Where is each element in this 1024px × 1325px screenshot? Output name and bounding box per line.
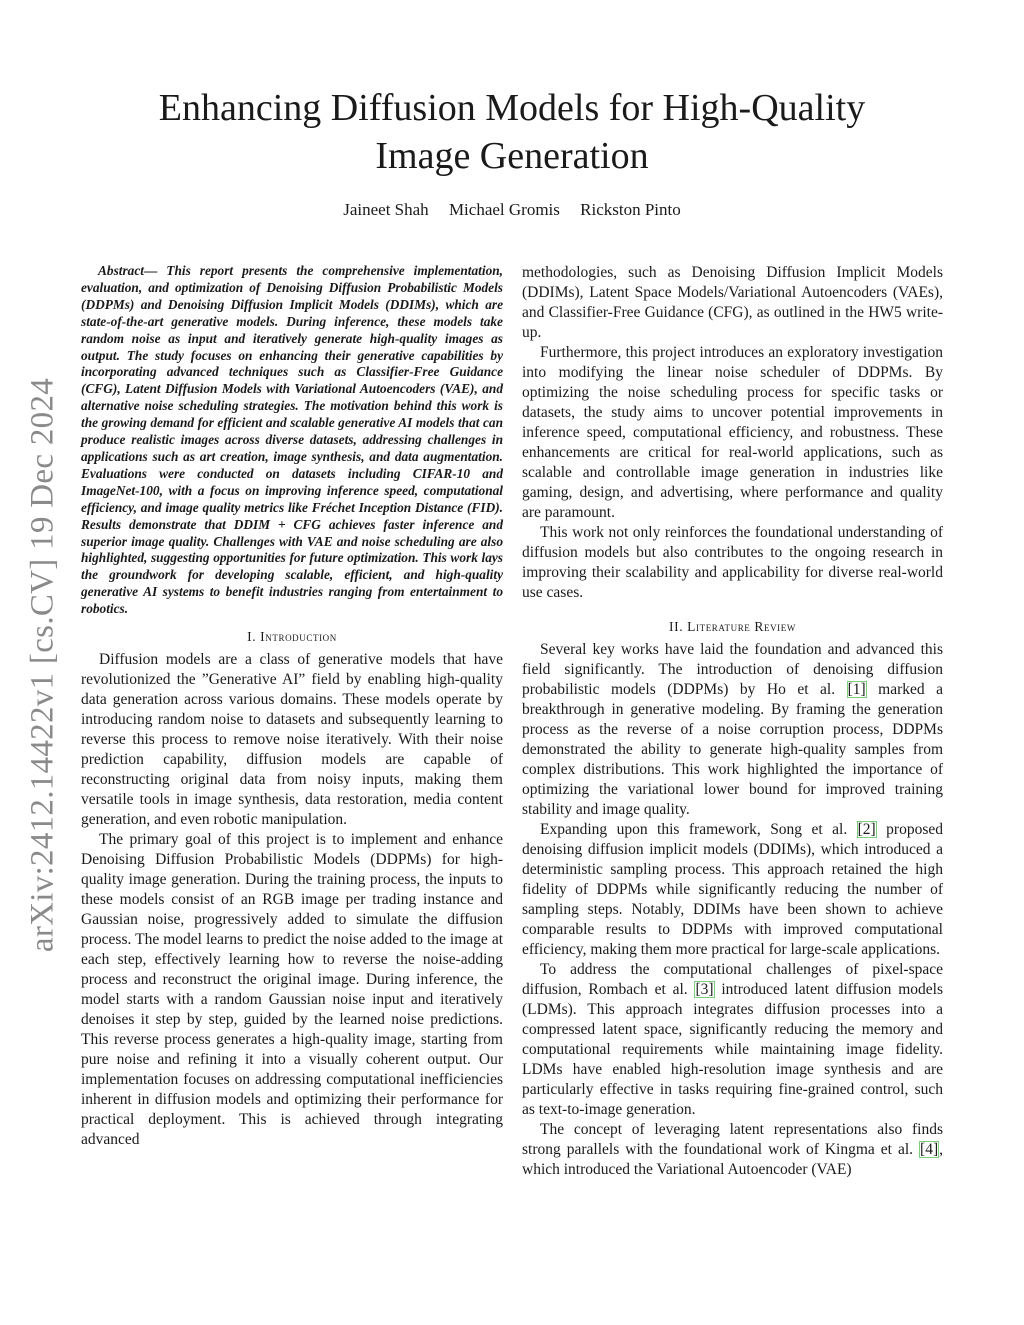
intro-paragraph: Diffusion models are a class of generative models that have revolutionized the ”Generative AI” field by enabling high-quality data generation across various domains. These models operate by introducing random noise to datasets and subsequently learning to reverse this process to remove noise iteratively. With their noise prediction capability, diffusion models are capable of reconstructing original data from noisy inputs, making them versatile tools in image synthesis, data restoration, media content generation, and even robotic manipulation.: [81, 651, 503, 829]
intro-paragraph: The primary goal of this project is to implement and enhance Denoising Diffusion Probabilistic Models (DDPMs) for high-quality image generation. During the training process, the inputs to these models consist of an RGB image per trading instance and Gaussian noise, progressively added to simulate the diffusion process. The model learns to predict the noise added to the image at each step, effectively learning how to reverse the noise-adding process and reconstruct the original image. During inference, the model starts with a random Gaussian noise input and iteratively denoises it step by step, guided by the learned noise predictions. This reverse process generates a high-quality image, starting from pure noise and refining it into a visually coherent output. Our implementation focuses on addressing computational inefficiencies inherent in diffusion models and optimizing their performance for practical deployment. This is achieved through integrating advanced: [81, 831, 503, 1149]
author-name: Jaineet Shah: [343, 200, 429, 219]
literature-text: , which introduced the Variational Autoencoder (VAE): [522, 1141, 943, 1178]
abstract: [81, 263, 503, 618]
literature-text: introduced latent diffusion models (LDMs). This approach integrates diffusion processes into a compressed latent space, significantly reducing the memory and computational requirements while maintaining image fidelity. LDMs have enabled high-resolution image synthesis and are particularly effective in tasks requiring fine-grained control, such as text-to-image generation.: [522, 981, 943, 1118]
citation-link[interactable]: [3]: [695, 981, 714, 998]
literature-paragraph: [522, 820, 943, 960]
literature-paragraph: [522, 640, 943, 820]
author-name: Rickston Pinto: [580, 200, 681, 219]
right-column: [522, 263, 943, 1180]
citation-link[interactable]: [4]: [920, 1141, 939, 1158]
literature-text: marked a breakthrough in generative modeling. By framing the generation process as the reverse of a noise corruption process, DDPMs demonstrated the ability to generate high-quality samples from complex distributions. This work highlighted the importance of optimizing the variational lower bound for improved training stability and image quality.: [522, 681, 943, 818]
paper-title-line-2: Image Generation: [375, 135, 649, 177]
author-name: Michael Gromis: [448, 200, 560, 219]
literature-text: To address the computational challenges of pixel-space diffusion, Rombach et al.: [522, 961, 943, 998]
intro-paragraph: This work not only reinforces the foundational understanding of diffusion models but also contributes to the ongoing research in improving their scalability and applicability for diverse real-world use cases.: [522, 524, 943, 601]
intro-paragraph-continued: methodologies, such as Denoising Diffusion Implicit Models (DDIMs), Latent Space Models/Variational Autoencoders (VAEs), and Classifier-Free Guidance (CFG), as outlined in the HW5 write-up.: [522, 264, 943, 341]
intro-paragraph: Furthermore, this project introduces an exploratory investigation into modifying the linear noise scheduler of DDPMs. By optimizing the noise scheduling process for specific tasks or datasets, the study aims to uncover potential improvements in inference speed, computational efficiency, and robustness. These enhancements are critical for real-world applications, such as scalable and controllable image generation in industries like gaming, design, and advertising, where performance and quality are paramount.: [522, 344, 943, 521]
literature-text: Several key works have laid the foundation and advanced this field significantly. The introduction of denoising diffusion probabilistic models (DDPMs) by Ho et al.: [522, 641, 943, 698]
citation-link[interactable]: [2]: [857, 821, 876, 838]
citation-link[interactable]: [1]: [847, 681, 866, 698]
arxiv-identifier-stamp: arXiv:2412.14422v1 [cs.CV] 19 Dec 2024: [24, 377, 61, 953]
abstract-label: Abstract: [98, 263, 144, 278]
left-column: [81, 263, 503, 1150]
abstract-text: — This report presents the comprehensive implementation, evaluation, and optimization of Denoising Diffusion Probabilistic Models (DDPMs) and Denoising Diffusion Implicit Models (DDIMs), which are state-of-the-art generative models. During inference, these models take random noise as input and iteratively generate high-quality images as output. The study focuses on enhancing their generative capabilities by incorporating advanced techniques such as Classifier-Free Guidance (CFG), Latent Diffusion Models with Variational Autoencoders (VAE), and alternative noise scheduling strategies. The motivation behind this work is the growing demand for efficient and scalable generative AI models that can produce realistic images across diverse datasets, addressing challenges in applications such as art creation, image synthesis, and data augmentation. Evaluations were conducted on datasets including CIFAR-10 and ImageNet-100, with a focus on improving inference speed, computational efficiency, and image quality metrics like Fréchet Inception Distance (FID). Results demonstrate that DDIM + CFG achieves faster inference and superior image quality. Challenges with VAE and noise scheduling are also highlighted, suggesting opportunities for future optimization. This work lays the groundwork for developing scalable, efficient, and high-quality generative AI systems to benefit industries ranging from entertainment to robotics.: [81, 263, 503, 617]
section-heading-literature-review: II. Literature Review: [669, 619, 796, 634]
paper-title: [100, 84, 924, 180]
literature-text: The concept of leveraging latent representations also finds strong parallels with the foundational work of Kingma et al.: [522, 1121, 943, 1158]
paper-title-line-1: Enhancing Diffusion Models for High-Quality: [158, 87, 866, 129]
literature-text: proposed denoising diffusion implicit models (DDIMs), which introduced a deterministic sampling process. This approach retained the high fidelity of DDPMs while significantly reducing the number of sampling steps. Notably, DDIMs have been shown to achieve comparable results to DDPMs with improved computational efficiency, making them more practical for large-scale applications.: [522, 821, 943, 958]
author-list: [100, 200, 924, 220]
section-heading-introduction: I. Introduction: [247, 629, 337, 645]
literature-text: Expanding upon this framework, Song et al.: [540, 821, 857, 838]
literature-paragraph: [522, 960, 943, 1120]
literature-paragraph: [522, 1120, 943, 1180]
